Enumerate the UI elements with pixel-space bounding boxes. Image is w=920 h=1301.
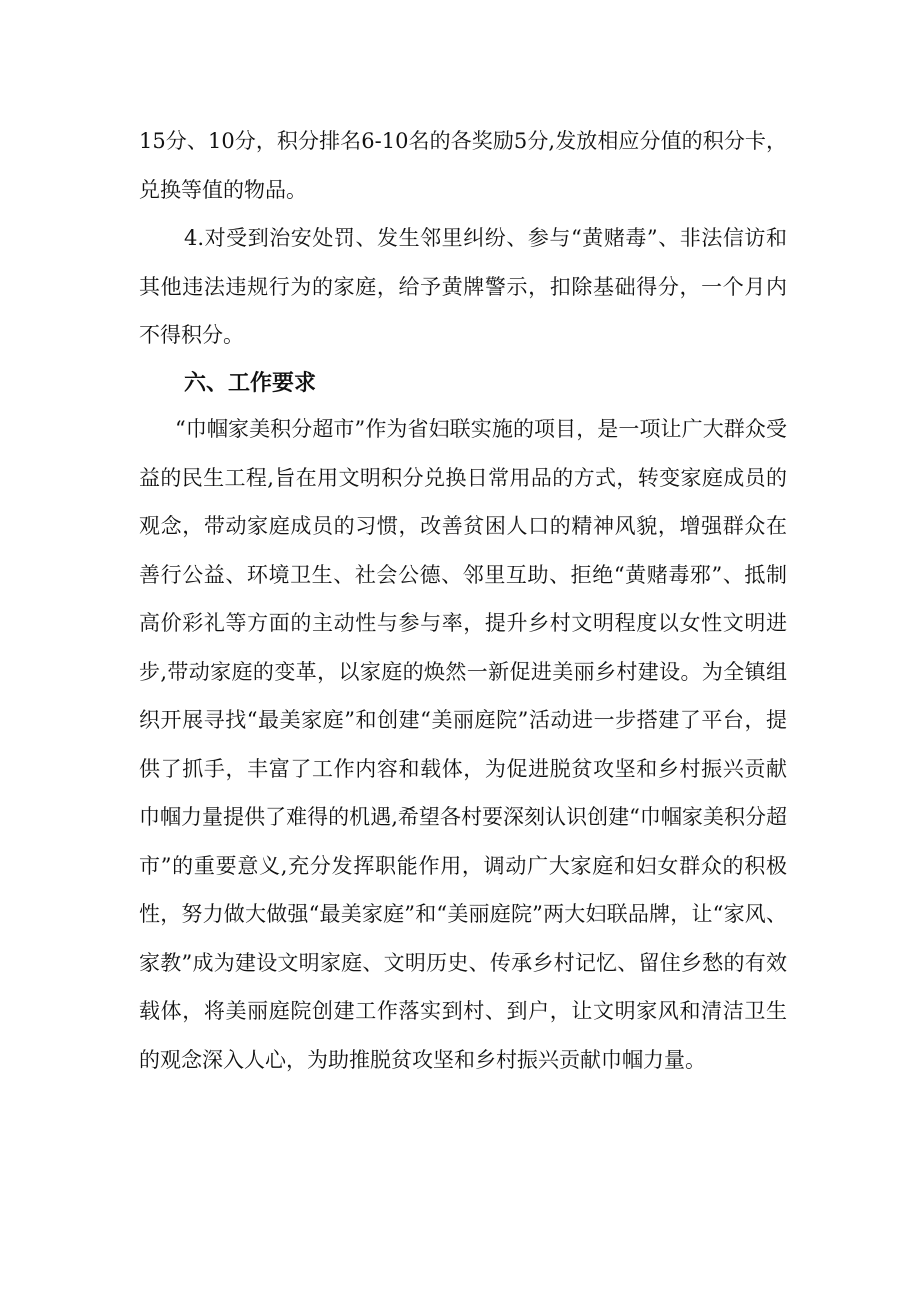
section-heading-work-requirements: 六、工作要求 (184, 371, 317, 396)
paragraph-work-requirements-body: “巾帼家美积分超市”作为省妇联实施的项目，是一项让广大群众受益的民生工程,旨在用文明积分兑换日常用品的方式，转变家庭成员的观念，带动家庭成员的习惯，改善贫困人口的精神风貌，增强群众在善行公益、环境卫生、社会公德、邻里互助、拒绝“黄赌毒邪”、抵制高价彩礼等方面的主动性与参与率，提升乡村文明程度以女性文明进步,带动家庭的变革，以家庭的焕然一新促进美丽乡村建设。为全镇组织开展寻找“最美家庭”和创建“美丽庭院”活动进一步搭建了平台，提供了抓手，丰富了工作内容和载体，为促进脱贫攻坚和乡村振兴贡献巾帼力量提供了难得的机遇,希望各村要深刻认识创建“巾帼家美积分超市”的重要意义,充分发挥职能作用，调动广大家庭和妇女群众的积极性，努力做大做强“最美家庭”和“美丽庭院”两大妇联品牌，让“家风、家教”成为建设文明家庭、文明历史、传承乡村记忆、留住乡愁的有效载体，将美丽庭院创建工作落实到村、到户，让文明家风和清洁卫生的观念深入人心，为助推脱贫攻坚和乡村振兴贡献巾帼力量。 (139, 417, 787, 1072)
paragraph-item-4: 4.对受到治安处罚、发生邻里纠纷、参与“黄赌毒”、非法信访和其他违法违规行为的家庭，给予黄牌警示，扣除基础得分，一个月内不得积分。 (139, 226, 787, 347)
paragraph-continuation: 15分、10分，积分排名6-10名的各奖励5分,发放相应分值的积分卡，兑换等值的物品。 (139, 129, 787, 202)
